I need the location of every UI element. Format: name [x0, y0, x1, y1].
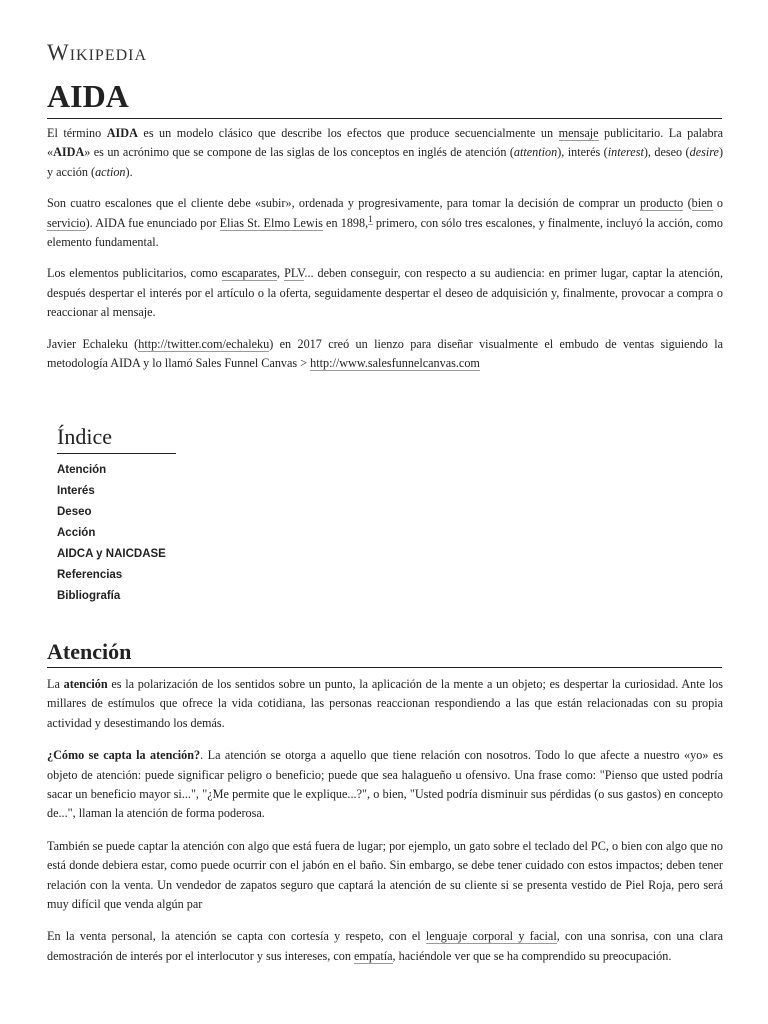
table-of-contents [57, 424, 257, 607]
text: ) en 2017 creó un lienzo para diseñar visualmente el embudo de ventas siguiendo la metodología AIDA y lo llamó Sales Funnel Canvas > [47, 336, 723, 371]
link-salesfunnelcanvas[interactable]: http://www.salesfunnelcanvas.com [310, 356, 480, 371]
text: ), interés ( [557, 145, 608, 160]
link-escaparates[interactable]: escaparates [221, 266, 278, 281]
link-bien[interactable]: bien [691, 196, 713, 211]
text: ) y acción ( [47, 145, 723, 179]
italic-term: desire [689, 145, 719, 160]
intro-paragraph-3 [47, 264, 723, 322]
text: , haciéndole ver que se ha comprendido su preocupación. [392, 948, 672, 963]
link-servicio[interactable]: servicio [47, 215, 86, 230]
text: publicitario. La palabra « [47, 126, 724, 160]
link-producto[interactable]: producto [639, 196, 684, 211]
text: ( [683, 196, 692, 211]
link-plv[interactable]: PLV [284, 266, 305, 281]
bold-term: atención [63, 677, 108, 691]
italic-term: action [95, 164, 126, 179]
text: es la polarización de los sentidos sobre un punto, la aplicación de la mente a un objeto; es despertar la curiosidad. Ante los millares de estímulos que ofrece la vida cotidiana, las personas reaccionan respondiendo a las que están relacionadas con su propia actividad y desestimando los demás. [47, 677, 723, 730]
toc-item-deseo[interactable]: Deseo [57, 506, 92, 518]
intro-paragraph-2 [47, 194, 723, 252]
text: , [277, 266, 285, 281]
toc-list [57, 460, 257, 607]
article-intro [47, 124, 723, 385]
text: Son cuatro escalones que el cliente debe «subir», ordenada y progresivamente, para tomar la decisión de comprar un [47, 196, 640, 211]
section-heading-atencion: Atención [47, 638, 722, 668]
text: El término [47, 126, 107, 140]
italic-term: attention [513, 145, 558, 160]
intro-paragraph-4 [47, 335, 723, 374]
text: ). [125, 164, 133, 179]
page-title: AIDA [47, 76, 722, 119]
text: primero, con sólo tres escalones, y finalmente, incluyó la acción, como elemento fundamental. [47, 215, 723, 250]
text: o [712, 196, 724, 211]
text: . La atención se otorga a aquello que tiene relación con nosotros. Todo lo que afecte a nuestro «yo» es objeto de atención: puede significar peligro o beneficio; puede que sea halagueño u ofensivo. Una frase como: "Pienso que usted podría sacar un beneficio mayor si...", "¿Me permite que le explique...?", o bien, "Usted podría disminuir sus pérdidas (o sus gastos) en concepto de...", llaman la atención de forma poderosa. [47, 748, 723, 821]
link-twitter-echaleku[interactable]: http://twitter.com/echaleku [138, 336, 270, 351]
text: , con una sonrisa, con una clara demostración de interés por el interlocutor y sus intereses, con [47, 929, 723, 963]
link-elias-lewis[interactable]: Elias St. Elmo Lewis [219, 215, 323, 230]
toc-item-referencias[interactable]: Referencias [57, 569, 123, 581]
text: » es un acrónimo que se compone de las siglas de los conceptos en inglés de atención ( [84, 145, 514, 160]
text: es un modelo clásico que describe los efectos que produce secuencialmente un [137, 126, 559, 140]
link-lenguaje-corporal[interactable]: lenguaje corporal y facial [425, 929, 557, 944]
toc-title: Índice [57, 424, 176, 454]
bold-term: ¿Cómo se capta la atención? [47, 748, 201, 763]
intro-paragraph-1 [47, 124, 723, 182]
text: Javier Echaleku ( [47, 336, 139, 351]
bold-term: AIDA [53, 145, 85, 160]
toc-item-bibliografia[interactable]: Bibliografía [57, 590, 121, 602]
bold-term: AIDA [106, 126, 138, 140]
link-empatia[interactable]: empatía [353, 948, 393, 963]
atencion-paragraph-4 [47, 927, 723, 966]
toc-item-aidca-naicdase[interactable]: AIDCA y NAICDASE [57, 548, 166, 560]
atencion-paragraph-1 [47, 675, 723, 733]
atencion-paragraph-3 [47, 837, 723, 915]
italic-term: interest [607, 145, 644, 160]
text: También se puede captar la atención con algo que está fuera de lugar; por ejemplo, un gato sobre el teclado del PC, o bien con algo que no está donde debiera estar, como puede ocurrir con el jabón en el baño. Sin embargo, se debe tener cuidado con estos impactos; deben tener relación con la venta. Un vendedor de zapatos seguro que captará la atención de su cliente si se presenta vestido de Piel Roja, pero será muy difícil que venda algún par [47, 838, 723, 912]
text: En la venta personal, la atención se capta con cortesía y respeto, con el [47, 929, 426, 944]
toc-item-interes[interactable]: Interés [57, 485, 95, 497]
text: ). AIDA fue enunciado por [85, 215, 220, 230]
section-atencion-body [47, 675, 723, 979]
reference-1-link[interactable]: 1 [368, 213, 373, 224]
text: ... deben conseguir, con respecto a su audiencia: en primer lugar, captar la atención, después despertar el interés por el artículo o la oferta, seguidamente despertar el deseo de adquisición y, finalmente, provocar a compra o reaccionar al mensaje. [47, 266, 724, 320]
text: en 1898, [322, 215, 369, 230]
wikipedia-wordmark[interactable]: Wikipedia [47, 40, 148, 65]
link-mensaje[interactable]: mensaje [558, 126, 599, 140]
text: Los elementos publicitarios, como [47, 266, 222, 281]
toc-item-atencion[interactable]: Atención [57, 464, 107, 476]
atencion-paragraph-2 [47, 746, 723, 824]
toc-item-accion[interactable]: Acción [57, 527, 96, 539]
text: ), deseo ( [643, 145, 690, 160]
text: La [47, 677, 64, 691]
